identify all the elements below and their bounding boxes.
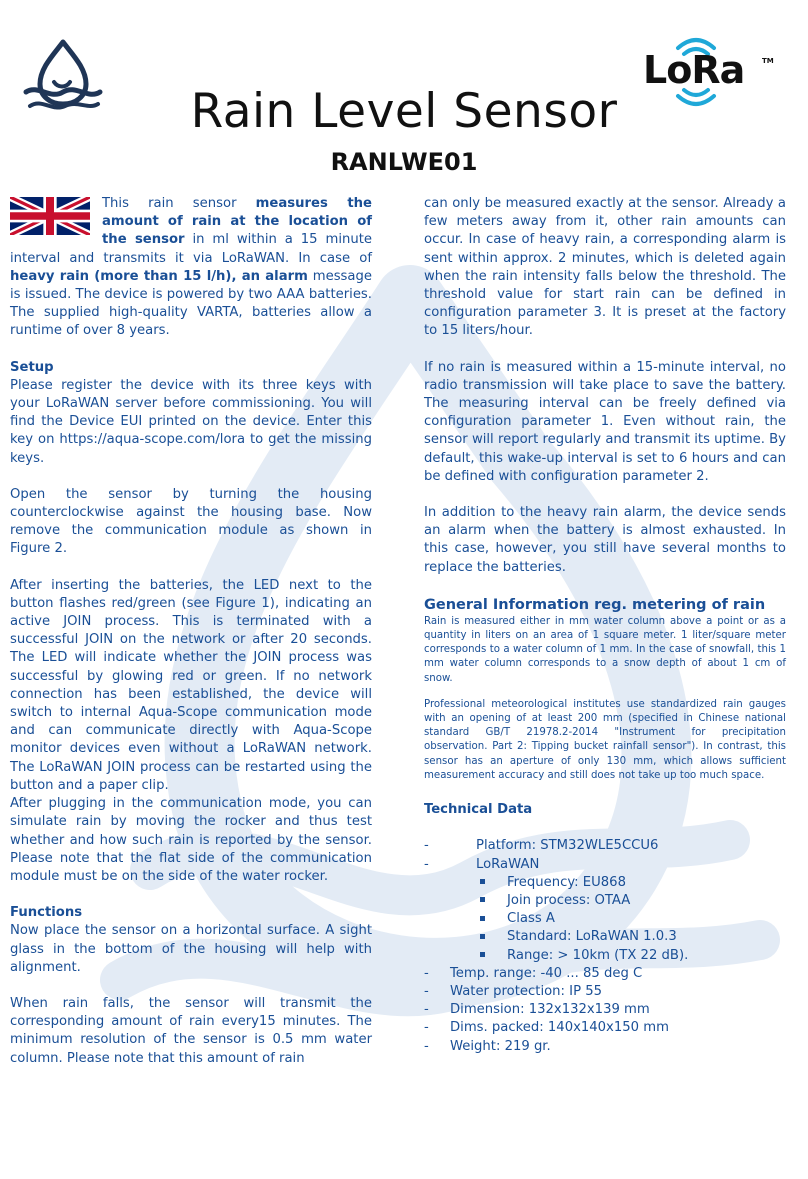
uk-flag-icon [10,197,90,235]
list-item: - Weight: 219 gr. [424,1038,551,1054]
body-paragraph: can only be measured exactly at the sensor. Already a few meters away from it, other rain amounts can occur. In case of heavy rain, a corresponding alarm is sent within approx. 2 minutes, which is deleted again when the rain intensity falls below the threshold. The threshold value for start rain can be defined in configuration parameter 3. It is preset at the factory to 15 liters/hour. [424,196,786,339]
list-item: - Dimension: 132x132x139 mm [424,1002,650,1018]
general-info-paragraph: Rain is measured either in mm water column above a point or as a quantity in liters on an area of 1 square meter. 1 liter/square meter corresponds to a water column of 1 mm. In the case of snowfall, this 1 mm water column corresponds to a snow depth of about 1 cm of snow. [424,615,786,684]
lora-logo-text: LoRa [643,48,745,92]
functions-heading: Functions [10,905,83,921]
list-item: - LoRaWAN [424,856,540,872]
list-item: - Platform: STM32WLE5CCU6 [424,838,659,854]
body-paragraph: If no rain is measured within a 15-minute interval, no radio transmission will take place to save the battery. The measuring interval can be freely defined via configuration parameter 1. Even without rain, the sensor will report regularly and transmit its uptime. By default, this wake-up interval is set to 6 hours and can be defined with configuration parameter 2. [424,359,786,484]
technical-data-list [424,837,786,1055]
intro-paragraph: This rain sensor measures the amount of rain at the location of the sensor in ml within a 15 minute interval and transmits it via LoRaWAN. In case of heavy rain (more than 15 l/h), an alarm message is issued. The device is powered by two AAA batteries. The supplied high-quality VARTA, batteries allow a runtime of over 8 years. [10,196,372,339]
model-number: RANLWE01 [330,148,478,176]
list-item: - Water protection: IP 55 [424,983,602,999]
bullet-square-icon [480,916,485,921]
functions-paragraph: When rain falls, the sensor will transmit the corresponding amount of rain every15 minutes. The minimum resolution of the sensor is 0.5 mm water column. Please note that this amount of rain [10,995,372,1066]
bullet-square-icon [480,934,485,939]
list-item: - Temp. range: -40 ... 85 deg C [424,965,643,981]
bullet-square-icon [480,952,485,957]
bullet-square-icon [480,879,485,884]
setup-heading: Setup [10,359,54,375]
general-info-paragraph: Professional meteorological institutes use standardized rain gauges with an opening of at least 200 mm (specified in Chinese national standard GB/T 21978.2-2014 "Instrument for precipitation observation. Part 2: Tipping bucket rainfall sensor"). In contrast, this sensor has an aperture of only 130 mm, which allows sufficient measurement accuracy and still does not take up too much space. [424,698,786,781]
setup-paragraph: Open the sensor by turning the housing counterclockwise against the housing base. Now remove the communication module as shown in Figure 2. [10,486,372,557]
list-item: Class A [424,910,786,928]
list-item: Standard: LoRaWAN 1.0.3 [424,928,786,946]
page-title: Rain Level Sensor [190,84,618,139]
body-paragraph: In addition to the heavy rain alarm, the device sends an alarm when the battery is almost exhausted. In this case, however, you still have several months to replace the batteries. [424,505,786,575]
right-column [424,195,786,1056]
setup-paragraph: After inserting the batteries, the LED next to the button flashes red/green (see Figure 1), indicating an active JOIN process. This is terminated with a successful JOIN on the network or after 20 seconds. The LED will indicate whether the JOIN process was successful by glowing red or green. If no network connection has been established, the device will switch to internal Aqua-Scope communication mode and can communicate directly with Aqua-Scope monitor devices even without a LoRaWAN network. The LoRaWAN JOIN process can be restarted using the button and a paper clip. [10,577,372,793]
list-item: Range: > 10km (TX 22 dB). [424,947,786,965]
list-item: Frequency: EU868 [424,874,786,892]
setup-paragraph: Please register the device with its three keys with your LoRaWAN server before commissioning. You will find the Device EUI printed on the device. Enter this key on https://aqua-scope.com/lora to get the missing keys. [10,377,372,466]
list-item: Join process: OTAA [424,892,786,910]
technical-data-heading: Technical Data [424,802,533,818]
functions-paragraph: Now place the sensor on a horizontal surface. A sight glass in the bottom of the housing will help with alignment. [10,923,372,975]
setup-paragraph: After plugging in the communication mode, you can simulate rain by moving the rocker and thus test whether and how such rain is reported by the sensor. Please note that the flat side of the communication module must be on the side of the water rocker. [10,796,372,884]
lora-trademark: TM [762,57,774,65]
list-item: - Dims. packed: 140x140x150 mm [424,1020,669,1036]
left-column [10,195,372,1068]
general-info-heading: General Information reg. metering of rain [424,596,766,613]
bullet-square-icon [480,897,485,902]
